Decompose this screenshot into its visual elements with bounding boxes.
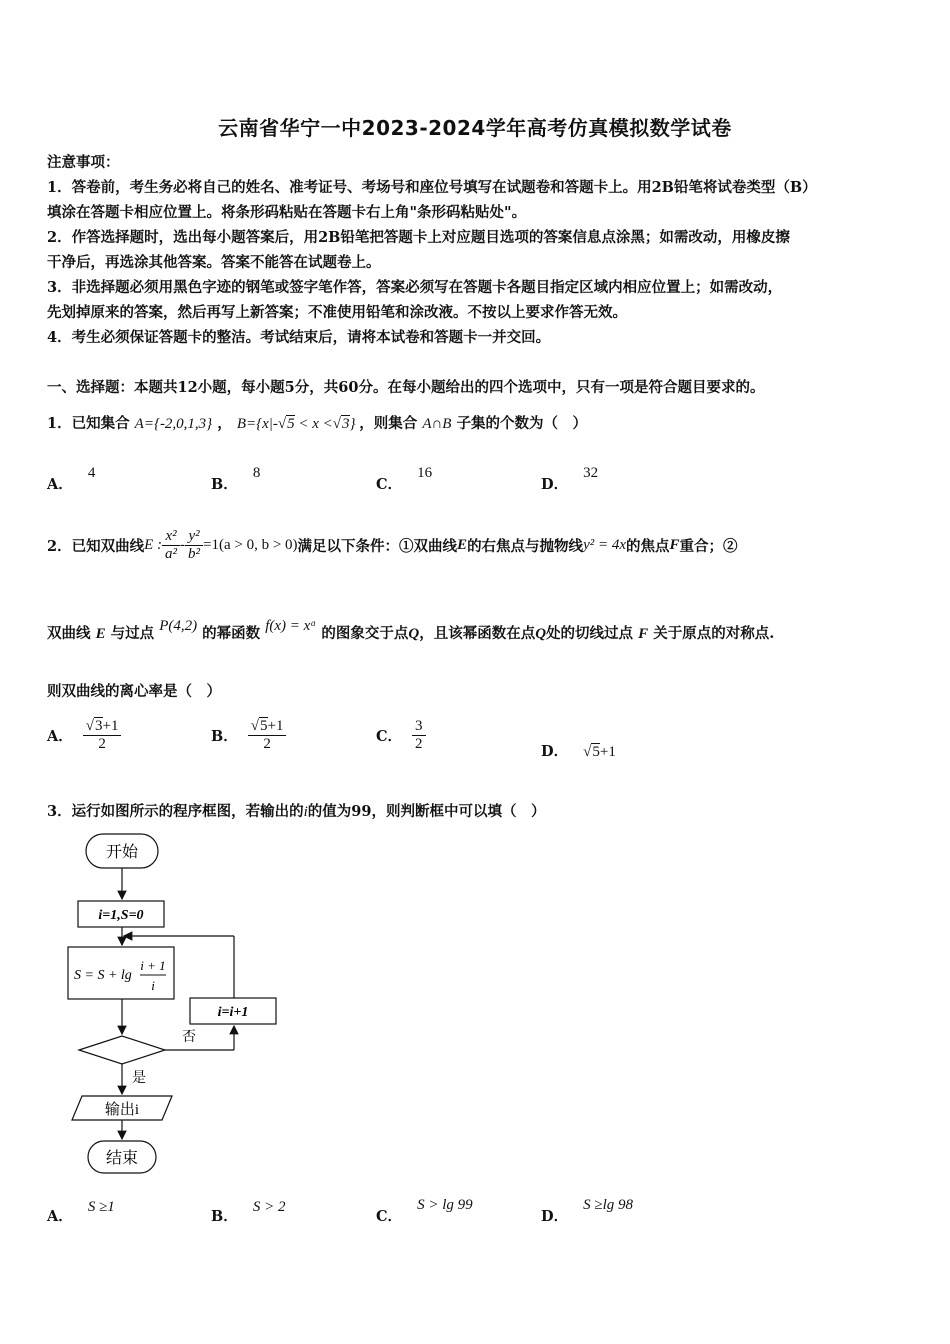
option-label: C． <box>376 728 403 745</box>
question-2-line-2 <box>47 618 775 643</box>
q2-option-a[interactable] <box>47 718 121 753</box>
q2-prefix: 2．已知双曲线 <box>47 537 145 555</box>
option-label: A． <box>47 476 73 493</box>
q1-option-d[interactable] <box>541 465 599 494</box>
q2-cond1c: 的焦点 <box>626 537 670 555</box>
notice-line-3a: 3．非选择题必须用黑色字迹的钢笔或签字笔作答，答案必须写在答题卡各题目指定区域内相应位置上；如需改动， <box>47 279 783 296</box>
q3-text-a: 3．运行如图所示的程序框图，若输出的 <box>47 803 304 820</box>
option-value: S > lg 99 <box>417 1197 473 1213</box>
q2-cond1a: 满足以下条件：①双曲线 <box>297 537 458 555</box>
option-fraction <box>412 718 426 753</box>
option-value: 32 <box>583 465 599 481</box>
notice-heading: 注意事项： <box>47 154 120 171</box>
q3-i: i <box>303 804 308 820</box>
q2-option-d[interactable]: D． √5+1 <box>541 743 616 760</box>
q2-e: E <box>457 536 468 553</box>
q2-line2d: 的图象交于点 <box>321 625 409 642</box>
flow-decision-node <box>79 1036 165 1064</box>
option-fraction: $\frac{√3+1}{2}$ <box>83 718 122 753</box>
q2-line2c: 的幂函数 <box>202 625 261 642</box>
q3-option-a[interactable] <box>47 1199 115 1226</box>
option-value: S > 2 <box>252 1199 286 1215</box>
question-2-line-1 <box>47 520 738 570</box>
q2-frac-y <box>185 528 203 563</box>
flow-end-label: 结束 <box>105 1150 139 1167</box>
option-label: B． <box>211 1208 238 1225</box>
notice-line-4: 4．考生必须保证答题卡的整洁。考试结束后，请将本试卷和答题卡一并交回。 <box>47 329 551 346</box>
flow-yes-label: 是 <box>132 1071 146 1086</box>
flow-start-label: 开始 <box>105 844 139 861</box>
flow-assign-frac-den: i <box>151 978 155 993</box>
program-flowchart <box>60 828 290 1180</box>
question-1 <box>47 412 587 433</box>
notice-line-3b: 先划掉原来的答案，然后再写上新答案；不准使用铅笔和涂改液。不按以上要求作答无效。 <box>47 304 627 321</box>
q2-line2g: 关于原点的对称点. <box>653 625 775 642</box>
q2-option-b[interactable] <box>211 718 286 753</box>
notice-section <box>47 150 907 350</box>
option-label: B． <box>211 728 238 745</box>
notice-line-1b: 填涂在答题卡相应位置上。将条形码粘贴在答题卡右上角"条形码粘贴处"。 <box>47 204 527 221</box>
q1-comma: ， <box>217 415 232 432</box>
q2-line2a: 双曲线 <box>47 625 91 642</box>
option-label: B． <box>211 476 238 493</box>
q2-cond1d: 重合；② <box>679 537 738 555</box>
q1-sqrt3: 3 <box>342 416 350 432</box>
q2-b2: b² <box>188 545 201 562</box>
q2-e-2: E <box>95 626 106 642</box>
option-label: A． <box>47 728 73 745</box>
option-value: S ≥lg 98 <box>583 1197 634 1213</box>
option-den: 2 <box>415 736 423 752</box>
q3-option-c[interactable] <box>376 1197 473 1226</box>
q1-sqrt5: 5 <box>287 416 295 432</box>
q3-option-d[interactable] <box>541 1197 634 1226</box>
q1-set-b: B={x|-√5 < x <√3} <box>236 416 356 432</box>
flow-no-label: 否 <box>182 1030 196 1045</box>
flow-assign-lhs: S = S + lg <box>74 968 132 983</box>
flow-increment-label: i=i+1 <box>217 1005 249 1020</box>
q1-suffix: 子集的个数为（ ） <box>456 415 588 432</box>
q1-a-cap-b: A∩B <box>422 416 452 432</box>
option-value: 16 <box>417 465 433 481</box>
notice-line-2b: 干净后，再选涂其他答案。答案不能答在试题卷上。 <box>47 254 381 271</box>
question-3 <box>47 800 545 821</box>
flow-output-label: 输出i <box>104 1102 140 1118</box>
q2-power-fn: f(x) = xᵅ <box>265 618 317 634</box>
q2-x2: x² <box>162 528 180 546</box>
q1-setb-pre: B={x|- <box>236 416 278 432</box>
option-label: D． <box>541 1208 569 1225</box>
option-tail: +1 <box>599 744 616 760</box>
q3-text-b: 的值为99，则判断框中可以填（ ） <box>307 803 546 820</box>
q2-eq-e: E : <box>144 536 163 553</box>
q1-prefix: 1．已知集合 <box>47 415 130 432</box>
q1-option-a[interactable] <box>47 465 96 494</box>
q2-eq-tail: =1(a > 0, b > 0) <box>203 536 298 553</box>
q2-option-c[interactable] <box>376 718 426 753</box>
notice-line-1a: 1．答卷前，考生务必将自己的姓名、准考证号、考场号和座位号填写在试题卷和答题卡上。用2B铅笔将试卷类型（B） <box>47 179 817 196</box>
option-label: D． <box>541 743 569 760</box>
option-num-tail: +1 <box>102 718 119 734</box>
option-value: 8 <box>252 465 261 481</box>
option-label: D． <box>541 476 569 493</box>
q2-f: F <box>669 536 680 553</box>
q2-frac-x <box>162 528 180 563</box>
page-title: 云南省华宁一中2023-2024学年高考仿真模拟数学试卷 <box>218 116 732 140</box>
q2-y2: y² <box>185 528 203 546</box>
q3-option-b[interactable] <box>211 1199 286 1226</box>
q2-q: Q <box>408 626 420 642</box>
section-heading: 一、选择题：本题共12小题，每小题5分，共60分。在每小题给出的四个选项中，只有一项是符合题目要求的。 <box>47 379 765 396</box>
notice-line-2a: 2．作答选择题时，选出每小题答案后，用2B铅笔把答题卡上对应题目选项的答案信息点涂黑；如需改动，用橡皮擦 <box>47 229 790 246</box>
q2-f-2: F <box>638 626 649 642</box>
option-den: 2 <box>263 736 271 752</box>
q1-option-b[interactable] <box>211 465 261 494</box>
q2-line2e: ，且该幂函数在点 <box>419 625 536 642</box>
option-label: C． <box>376 1208 403 1225</box>
q2-q-2: Q <box>535 626 547 642</box>
q2-line2f: 处的切线过点 <box>546 625 634 642</box>
flow-init-label: i=1,S=0 <box>98 908 144 923</box>
flow-assign-frac-num: i + 1 <box>140 958 166 973</box>
q1-set-a: A={-2,0,1,3} <box>134 416 213 432</box>
option-num-tail: +1 <box>267 718 284 734</box>
q2-point-p: P(4,2) <box>159 618 198 634</box>
q1-option-c[interactable] <box>376 465 433 494</box>
option-sqrt: 5 <box>592 744 600 760</box>
q1-setb-mid: < x < <box>298 416 333 432</box>
q1-mid: ，则集合 <box>359 415 418 432</box>
question-2-ask: 则双曲线的离心率是（ ） <box>47 683 221 700</box>
option-label: C． <box>376 476 403 493</box>
option-den: 2 <box>98 736 106 752</box>
q1-setb-post: } <box>349 416 356 432</box>
q2-parabola: y² = 4x <box>583 536 626 553</box>
q2-minus: - <box>180 536 186 553</box>
option-value: 4 <box>87 465 96 481</box>
option-fraction: $\frac{√5+1}{2}$ <box>248 718 287 753</box>
option-num: 3 <box>412 718 426 736</box>
option-label: A． <box>47 1208 73 1225</box>
option-num-sqrt: 3 <box>95 718 103 734</box>
option-num-sqrt: 5 <box>260 718 268 734</box>
q2-a2: a² <box>165 545 178 562</box>
q2-line2b: 与过点 <box>110 625 155 642</box>
option-value: S ≥1 <box>87 1199 115 1215</box>
q2-cond1b: 的右焦点与抛物线 <box>467 537 584 555</box>
